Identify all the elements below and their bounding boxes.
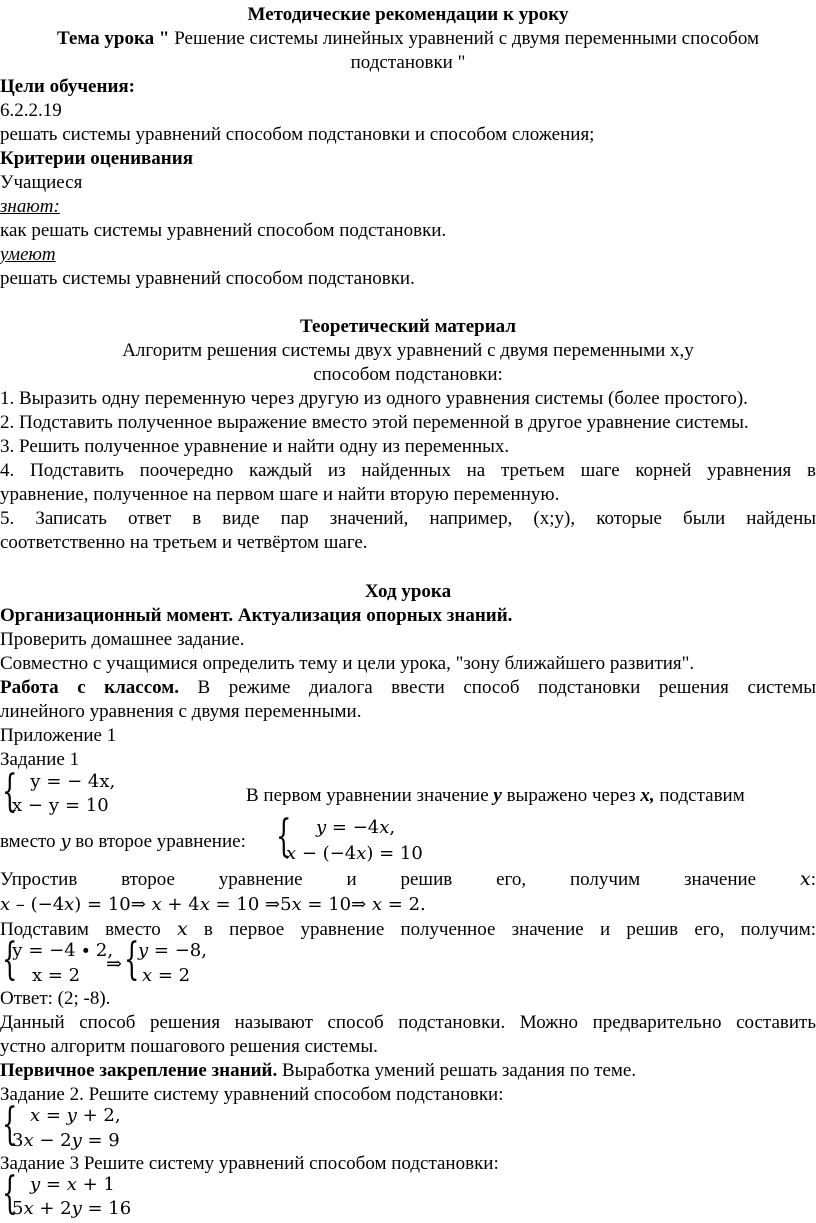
- system-6-eq-1: 𝑦 = 𝑥 + 1: [30, 1174, 115, 1195]
- system-3: [2, 934, 122, 988]
- system-3-eq-2: х = 2: [32, 965, 81, 986]
- lesson-topic-line2: [0, 51, 816, 75]
- algorithm-step-4: 4. Подставить поочередно каждый из найденных на третьем шаге корней уравнения в: [0, 460, 816, 481]
- solution-chain: 𝑥 – (−4𝑥) = 10⇒ 𝑥 + 4𝑥 = 10 ⇒5𝑥 = 10⇒ 𝑥 = 2.: [0, 894, 426, 915]
- org-heading: Организационный момент. Актуализация опорных знаний.: [0, 605, 513, 626]
- algorithm-step-2: 2. Подставить полученное выражение вместо этой переменной в другое уравнение системы.: [0, 412, 749, 433]
- explanation-1-text-b: выражено через: [501, 785, 641, 806]
- algorithm-step-5-cont: соответственно на третьем и четвёртом шаге.: [0, 532, 368, 553]
- criteria-know-text: как решать системы уравнений способом подстановки.: [0, 220, 447, 241]
- system-3-eq-1: у = −4 ∙ 2,: [12, 940, 114, 961]
- system-5: [2, 1099, 152, 1153]
- algorithm-step-3: 3. Решить полученное уравнение и найти одну из переменных.: [0, 436, 510, 457]
- topic-label: Тема урока ": [56, 28, 170, 49]
- algorithm-step-5: 5. Записать ответ в виде пар значений, например, (х;у), которые были найдены: [0, 508, 816, 529]
- task-2-label: Задание 2. Решите систему уравнений способом подстановки:: [0, 1084, 504, 1105]
- explanation-2: [0, 830, 246, 854]
- explanation-1-text-c: подставим: [654, 785, 745, 806]
- theory-heading: Теоретический материал: [300, 316, 516, 337]
- algorithm-step-4-cont: уравнение, полученное на первом шаге и найти вторую переменную.: [0, 484, 560, 505]
- criteria-can-label: умеют: [0, 244, 56, 265]
- goals-code: 6.2.2.19: [0, 100, 62, 121]
- theory-subtitle-2: способом подстановки:: [313, 364, 503, 385]
- primary-label: Первичное закрепление знаний.: [0, 1060, 278, 1081]
- system-4-eq-2: 𝑥 = 2: [142, 965, 191, 986]
- criteria-students: Учащиеся: [0, 172, 83, 193]
- theory-subtitle-1: Алгоритм решения системы двух уравнений с двумя переменными х,у: [122, 340, 694, 361]
- primary-paragraph: [0, 1059, 636, 1083]
- goals-text: решать системы уравнений способом подстановки и способом сложения;: [0, 124, 595, 145]
- method-text: Данный способ решения называют способ подстановки. Можно предварительно составить: [0, 1012, 816, 1033]
- system-2-eq-1: 𝑦 = −4𝑥,: [316, 817, 396, 838]
- work-label: Работа с классом.: [0, 677, 179, 698]
- system-5-eq-1: 𝑥 = 𝑦 + 2,: [30, 1105, 121, 1126]
- topic-text-2: подстановки ": [350, 52, 466, 73]
- system-1-eq-1: у = − 4х,: [30, 771, 116, 792]
- task-3-label: Задание 3 Решите систему уравнений способом подстановки:: [0, 1153, 499, 1174]
- system-4-eq-1: 𝑦 = −8,: [138, 940, 207, 961]
- task-1-label: Задание 1: [0, 749, 80, 770]
- system-1: [2, 766, 142, 818]
- system-1-eq-2: х − у = 10: [12, 795, 109, 816]
- criteria-can-text: решать системы уравнений способом подстановки.: [0, 268, 415, 289]
- left-brace-icon: {: [124, 934, 140, 985]
- method-text-2: устно алгоритм пошагового решения системы.: [0, 1036, 378, 1057]
- left-brace-icon: {: [2, 934, 18, 985]
- explanation-2-text: вместо: [0, 831, 61, 852]
- left-brace-icon: {: [276, 811, 292, 862]
- simplify-text: Упростив второе уравнение и решив его, получим значение 𝑥:: [0, 869, 816, 890]
- criteria-heading: Критерии оценивания: [0, 148, 193, 169]
- explanation-1-text: В первом уравнении значение: [246, 785, 494, 806]
- appendix-label: Приложение 1: [0, 725, 117, 746]
- system-6-eq-2: 5𝑥 + 2𝑦 = 16: [12, 1198, 132, 1219]
- doc-title: Методические рекомендации к уроку: [247, 4, 569, 25]
- work-text-2: линейного уравнения с двумя переменными.: [0, 701, 362, 722]
- lesson-topic: [0, 27, 816, 51]
- system-6: [2, 1168, 152, 1222]
- together-text: Совместно с учащимися определить тему и цели урока, "зону ближайшего развития".: [0, 653, 695, 674]
- system-2: [276, 811, 446, 865]
- homework-text: Проверить домашнее задание.: [0, 629, 245, 650]
- explanation-1-y: у: [493, 785, 502, 806]
- criteria-know-label: знают:: [0, 196, 60, 217]
- primary-text: Выработка умений решать задания по теме.: [277, 1060, 637, 1081]
- left-brace-icon: {: [2, 766, 18, 817]
- explanation-1-x: х,: [640, 785, 655, 806]
- answer-text: Ответ: (2; -8).: [0, 988, 111, 1009]
- lesson-heading: Ход урока: [364, 581, 452, 602]
- implies-arrow: ⇒: [106, 953, 122, 975]
- left-brace-icon: {: [2, 1168, 18, 1219]
- topic-text: Решение системы линейных уравнений с двумя переменными способом: [169, 28, 760, 49]
- explanation-2-y: 𝑦: [60, 831, 71, 852]
- explanation-2-text-b: во второе уравнение:: [70, 831, 246, 852]
- work-text: В режиме диалога ввести способ подстановки решения системы: [179, 677, 816, 698]
- left-brace-icon: {: [2, 1099, 18, 1150]
- system-5-eq-2: 3𝑥 − 2𝑦 = 9: [12, 1130, 120, 1151]
- system-4: [124, 934, 224, 988]
- algorithm-step-1: 1. Выразить одну переменную через другую из одного уравнения системы (более простого).: [0, 388, 748, 409]
- goals-heading: Цели обучения:: [0, 76, 135, 97]
- substitute-text: Подставим вместо 𝑥 в первое уравнение полученное значение и решив его, получим:: [0, 919, 816, 940]
- system-2-eq-2: 𝑥 − (−4𝑥) = 10: [286, 843, 423, 864]
- explanation-1: [246, 784, 745, 808]
- work-paragraph: [0, 676, 816, 700]
